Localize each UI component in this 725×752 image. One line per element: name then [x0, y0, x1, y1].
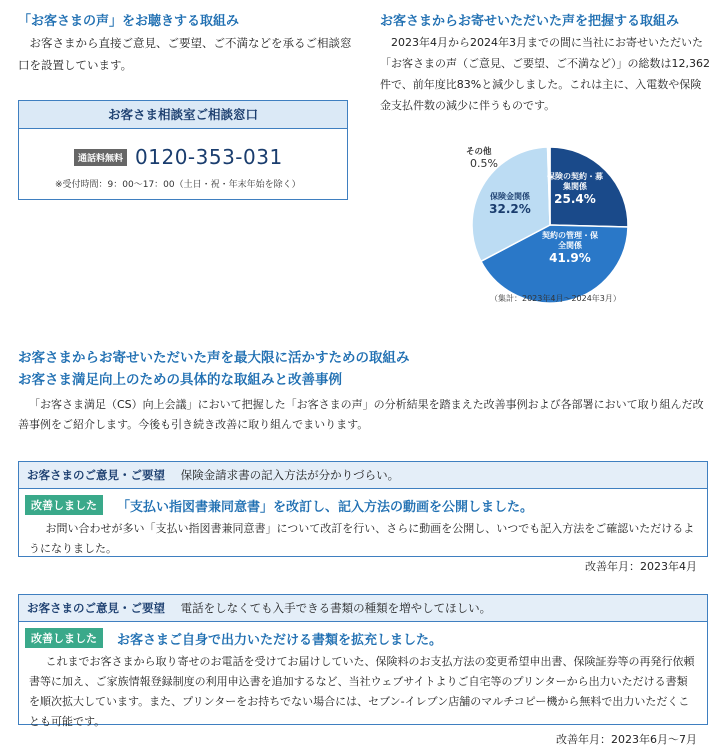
slice-name-admin: 契約の管理・保全関係	[542, 231, 598, 250]
contact-phone-row	[74, 145, 283, 169]
toll-free-badge: 通話料無料	[74, 149, 127, 166]
improvement-title: お客さまご自身で出力いただける書類を拡充しました。	[117, 632, 443, 648]
contact-header: お客さま相談室ご相談窓口	[19, 101, 347, 129]
case-header-label: お客さまのご意見・ご要望	[27, 468, 165, 482]
section-body-listening: お客さまから直接ご意見、ご要望、ご不満などを承るご相談窓口を設置しています。	[18, 36, 352, 72]
case-improvement-row	[19, 622, 707, 648]
case-date: 改善年月：2023年6月〜7月	[556, 733, 697, 746]
case-header-text: 電話をしなくても入手できる書類の種類を増やしてほしい。	[180, 601, 492, 615]
case-date: 改善年月：2023年4月	[585, 560, 697, 573]
slice-name-payment: 保険金関係	[490, 192, 530, 201]
slice-label-other: その他	[466, 147, 492, 157]
improvement-case-1	[18, 461, 708, 573]
improved-badge: 改善しました	[25, 628, 103, 648]
improvement-title: 「支払い指図書兼同意書」を改訂し、記入方法の動画を公開しました。	[117, 499, 534, 515]
case-body: これまでお客さまから取り寄せのお電話を受けてお届けしていた、保険料のお支払方法の変更希望申出書、保険証券等の再発行依頼書等に加え、ご家族情報登録制度の利用申込書を追加するなど、当社ウェブサイトよりご自宅等のプリンターから出力いただける書類を順次拡大しています。また、プリンターをお持ちでない場合には、セブン-イレブン店舗のマルチコピー機から無料で出力いただくことも可能です。	[29, 655, 695, 728]
slice-value-recruit: 25.4%	[554, 192, 596, 206]
slice-name-recruit: 保険の契約・募集関係	[547, 172, 603, 191]
contact-box	[18, 100, 348, 200]
section-title-utilize: お客さまからお寄せいただいた声を最大限に活かすための取組み	[18, 350, 410, 366]
case-header	[19, 462, 707, 489]
slice-label-admin	[540, 231, 600, 265]
improved-badge: 改善しました	[25, 495, 103, 515]
chart-source-note: （集計：2023年4月〜2024年3月）	[490, 294, 621, 303]
phone-number[interactable]: 0120-353-031	[135, 145, 283, 169]
section-title-grasp: お客さまからお寄せいただいた声を把握する取組み	[380, 14, 680, 29]
improvement-case-2	[18, 594, 708, 746]
case-header	[19, 595, 707, 622]
section-body-improvements: 「お客さま満足（CS）向上会議」において把握した「お客さまの声」の分析結果を踏まえた改善事例および各部署において取り組んだ改善事例をご紹介します。今後も引き続き改善に取り組んでまいります。	[18, 398, 704, 431]
section-title-listening: 「お客さまの声」をお聴きする取組み	[18, 14, 240, 29]
section-subtitle-improvements: お客さま満足向上のための具体的な取組みと改善事例	[18, 372, 342, 388]
slice-value-other: 0.5%	[470, 157, 498, 170]
reception-hours: ※受付時間：9：00〜17：00（土日・祝・年末年始を除く）	[55, 180, 301, 190]
section-body-grasp: 2023年4月から2024年3月までの間に当社にお寄せいただいた「お客さまの声（ご意見、ご要望、ご不満など）」の総数は12,362件で、前年度比83%と減少しました。これは主に、入電数や保険金支払件数の減少に伴うものです。	[380, 36, 710, 112]
slice-label-recruit	[547, 172, 603, 206]
slice-value-payment: 32.2%	[489, 202, 531, 216]
slice-value-admin: 41.9%	[549, 251, 591, 265]
case-improvement-row	[19, 489, 707, 515]
case-body: お問い合わせが多い「支払い指図書兼同意書」について改訂を行い、さらに動画を公開し、いつでも記入方法をご確認いただけるようになりました。	[29, 522, 695, 555]
case-header-text: 保険金請求書の記入方法が分かりづらい。	[180, 468, 400, 482]
slice-label-payment	[482, 192, 538, 216]
case-header-label: お客さまのご意見・ご要望	[27, 601, 165, 615]
